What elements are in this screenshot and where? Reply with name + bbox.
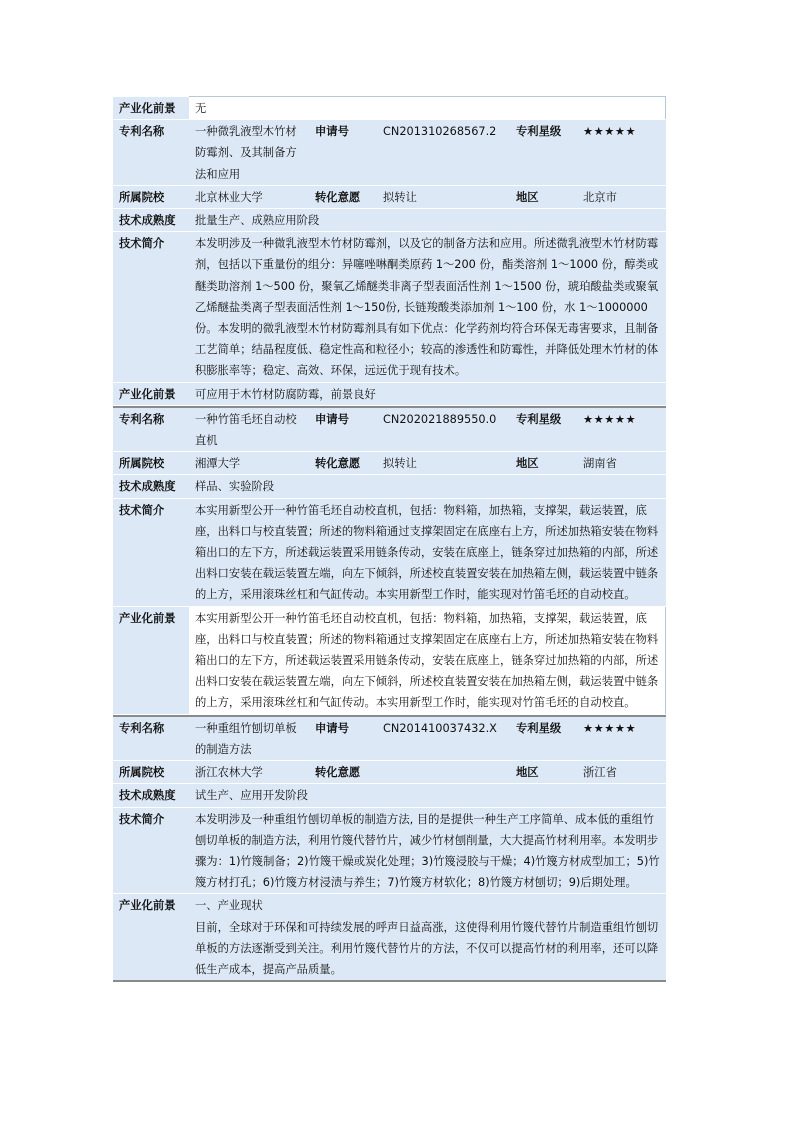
patent-name: 一种竹笛毛坯自动校直机 (189, 407, 309, 452)
prospect-label: 产业化前景 (113, 97, 189, 120)
transfer-intent-label: 转化意愿 (309, 185, 377, 208)
patent-name: 一种微乳液型木竹材防霉剂、及其制备方法和应用 (189, 120, 309, 185)
patent-name-row (113, 407, 666, 452)
school: 浙江农林大学 (189, 761, 309, 784)
prospect-text: 本实用新型公开一种竹笛毛坯自动校直机，包括：物料箱，加热箱，支撑架，载运装置，底座，出料口与校直装置；所述的物料箱通过支撑架固定在底座右上方，所述加热箱安装在物料箱出口的左下方，所述载运装置采用链条传动，安装在底座上，链条穿过加热箱的内部，所述出料口安装在载运装置左端，向左下倾斜，所述校直装置安装在加热箱左侧，载运装置中链条的上方，采用滚珠丝杠和气缸传动。本实用新型工作时，能实现对竹笛毛坯的自动校直。 (189, 606, 666, 714)
patent-stars: ★★★★★ (577, 120, 666, 185)
region: 北京市 (577, 185, 666, 208)
maturity-row (113, 475, 666, 498)
application-number-label: 申请号 (309, 716, 377, 761)
patent-name-label: 专利名称 (113, 716, 189, 761)
transfer-intent-label: 转化意愿 (309, 761, 377, 784)
patent-card-2 (113, 406, 666, 715)
school: 湘潭大学 (189, 452, 309, 475)
patent-sheet (113, 96, 666, 982)
intro-row (113, 498, 666, 606)
patent-name-label: 专利名称 (113, 120, 189, 185)
prospect-row (113, 606, 666, 714)
prospect-heading: 一、产业现状 (195, 899, 263, 913)
school-label: 所属院校 (113, 452, 189, 475)
application-number-label: 申请号 (309, 407, 377, 452)
transfer-intent: 拟转让 (377, 452, 510, 475)
school: 北京林业大学 (189, 185, 309, 208)
intro-text: 本实用新型公开一种竹笛毛坯自动校直机，包括：物料箱，加热箱，支撑架，载运装置，底座，出料口与校直装置；所述的物料箱通过支撑架固定在底座右上方，所述加热箱安装在物料箱出口的左下方，所述载运装置采用链条传动，安装在底座上，链条穿过加热箱的内部，所述出料口安装在载运装置左端，向左下倾斜，所述校直装置安装在加热箱左侧，载运装置中链条的上方，采用滚珠丝杠和气缸传动。本实用新型工作时，能实现对竹笛毛坯的自动校直。 (189, 498, 666, 606)
maturity-row (113, 209, 666, 232)
patent-school-row (113, 761, 666, 784)
intro-label: 技术简介 (113, 807, 189, 894)
region-label: 地区 (510, 452, 577, 475)
intro-text: 本发明涉及一种微乳液型木竹材防霉剂，以及它的制备方法和应用。所述微乳液型木竹材防霉剂，包括以下重量份的组分：异噻唑啉酮类原药 1～200 份，酯类溶剂 1～1000 份，醇类或醚类助溶剂 1～500 份，聚氧乙烯醚类非离子型表面活性剂 1～1500 份，琥珀酸盐类或聚氧乙烯醚盐类离子型表面活性剂 1～150份, 长链羧酸类添加剂 1～100 份，水 1～1000000 份。本发明的微乳液型木竹材防霉剂具有如下优点：化学药剂均符合环保无毒害要求，且制备工艺简单；结晶程度低、稳定性高和粒径小；较高的渗透性和防霉性，并降低处理木竹材的体积膨胀率等；稳定、高效、环保，远远优于现有技术。 (189, 232, 666, 382)
intro-block (113, 96, 666, 120)
maturity-label: 技术成熟度 (113, 784, 189, 807)
patent-name: 一种重组竹刨切单板的制造方法 (189, 716, 309, 761)
region-label: 地区 (510, 761, 577, 784)
intro-row (113, 232, 666, 382)
prospect-row (113, 894, 666, 981)
patent-stars-label: 专利星级 (510, 716, 577, 761)
school-label: 所属院校 (113, 761, 189, 784)
intro-row (113, 807, 666, 894)
region-label: 地区 (510, 185, 577, 208)
patent-card-1 (113, 120, 666, 406)
patent-school-row (113, 452, 666, 475)
intro-label: 技术简介 (113, 498, 189, 606)
intro-label: 技术简介 (113, 232, 189, 382)
intro-text: 本发明涉及一种重组竹刨切单板的制造方法, 目的是提供一种生产工序简单、成本低的重组竹刨切单板的制造方法，利用竹篾代替竹片，减少竹材刨削量，大大提高竹材利用率。本发明步骤为：1)竹篾制备；2)竹篾干燥或炭化处理；3)竹篾浸胶与干燥；4)竹篾方材成型加工；5)竹篾方材打孔；6)竹篾方材浸渍与养生；7)竹篾方材软化；8)竹篾方材刨切；9)后期处理。 (189, 807, 666, 894)
patent-stars: ★★★★★ (577, 407, 666, 452)
application-number: CN202021889550.0 (377, 407, 510, 452)
application-number: CN201410037432.X (377, 716, 510, 761)
region: 湖南省 (577, 452, 666, 475)
prospect-label: 产业化前景 (113, 606, 189, 714)
transfer-intent (377, 761, 510, 784)
transfer-intent-label: 转化意愿 (309, 452, 377, 475)
maturity-label: 技术成熟度 (113, 209, 189, 232)
patent-name-row (113, 120, 666, 185)
transfer-intent: 拟转让 (377, 185, 510, 208)
maturity-row (113, 784, 666, 807)
prospect-cell (189, 894, 666, 981)
maturity-label: 技术成熟度 (113, 475, 189, 498)
application-number: CN201310268567.2 (377, 120, 510, 185)
application-number-label: 申请号 (309, 120, 377, 185)
maturity: 批量生产、成熟应用阶段 (189, 209, 666, 232)
prospect-label: 产业化前景 (113, 382, 189, 405)
patent-stars-label: 专利星级 (510, 407, 577, 452)
maturity: 样品、实验阶段 (189, 475, 666, 498)
prospect-text: 目前，全球对于环保和可持续发展的呼声日益高涨，这使得利用竹篾代替竹片制造重组竹刨切单板的方法逐渐受到关注。利用竹篾代替竹片的方法，不仅可以提高竹材的利用率，还可以降低生产成本，提高产品质量。 (195, 920, 659, 976)
patent-name-row (113, 716, 666, 761)
prospect-value: 无 (189, 97, 666, 120)
patent-card-3 (113, 715, 666, 982)
region: 浙江省 (577, 761, 666, 784)
prospect-row (113, 382, 666, 405)
maturity: 试生产、应用开发阶段 (189, 784, 666, 807)
patent-stars: ★★★★★ (577, 716, 666, 761)
prospect-row (113, 97, 666, 120)
patent-name-label: 专利名称 (113, 407, 189, 452)
school-label: 所属院校 (113, 185, 189, 208)
prospect-label: 产业化前景 (113, 894, 189, 981)
patent-school-row (113, 185, 666, 208)
prospect-text: 可应用于木竹材防腐防霉，前景良好 (189, 382, 666, 405)
patent-stars-label: 专利星级 (510, 120, 577, 185)
